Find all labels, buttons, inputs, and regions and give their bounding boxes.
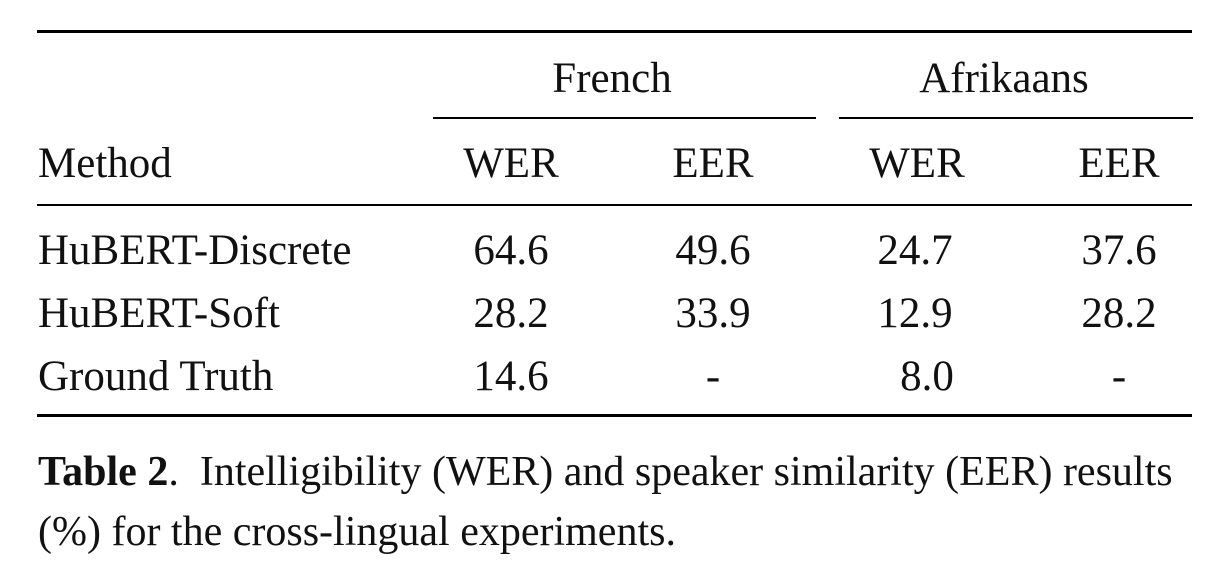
cell-french-eer: 49.6 — [675, 227, 751, 274]
cell-afrikaans-wer: 12.9 — [877, 290, 953, 337]
row-method: Ground Truth — [38, 353, 274, 400]
cell-afrikaans-eer: 37.6 — [1081, 227, 1157, 274]
row-method: HuBERT-Soft — [38, 290, 280, 337]
header-rule — [37, 204, 1192, 206]
cell-french-wer: 28.2 — [473, 290, 549, 337]
afrikaans-group-rule — [839, 117, 1193, 119]
cell-french-wer: 14.6 — [473, 353, 549, 400]
caption-separator: . — [168, 449, 179, 495]
column-header-french-eer: EER — [672, 140, 754, 187]
column-header-french-wer: WER — [463, 140, 559, 187]
cell-afrikaans-wer: 24.7 — [877, 227, 953, 274]
cell-french-wer: 64.6 — [473, 227, 549, 274]
caption-label: Table 2 — [38, 449, 169, 495]
row-method: HuBERT-Discrete — [38, 227, 352, 274]
group-header-afrikaans: Afrikaans — [919, 55, 1089, 102]
cell-afrikaans-eer: 28.2 — [1081, 290, 1157, 337]
top-rule — [37, 30, 1192, 33]
cell-french-eer: 33.9 — [675, 290, 751, 337]
table-caption — [38, 442, 1198, 562]
cell-afrikaans-eer: - — [1111, 353, 1127, 400]
group-header-french: French — [552, 55, 672, 102]
column-header-afrikaans-wer: WER — [869, 140, 965, 187]
bottom-rule — [37, 414, 1192, 417]
cell-afrikaans-wer: 8.0 — [900, 353, 954, 400]
column-header-method: Method — [38, 140, 172, 187]
cell-french-eer: - — [705, 353, 721, 400]
caption-text: Intelligibility (WER) and speaker similarity (EER) results (%) for the cross-lingual experiments. — [38, 449, 1173, 555]
french-group-rule — [433, 117, 816, 119]
column-header-afrikaans-eer: EER — [1078, 140, 1160, 187]
